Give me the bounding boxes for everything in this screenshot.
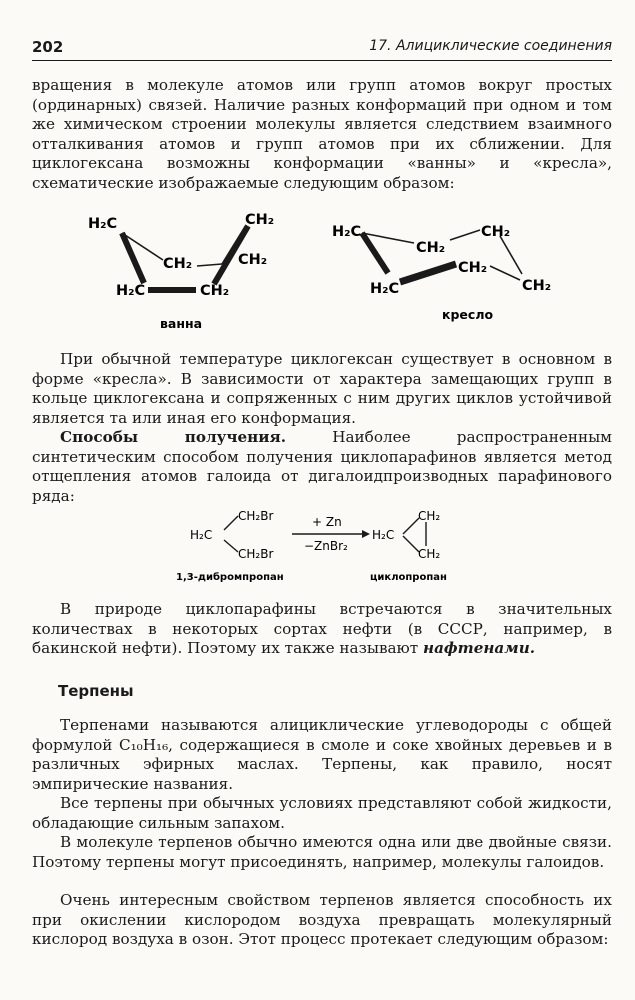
boat-atom: CH₂ [238,252,268,268]
paragraph-terpenes-liquids: Все терпены при обычных условиях представляют собой жидкости, обладающие сильным запахом. [32,794,612,832]
paragraph-chair-form: При обычной температуре циклогексан существует в основном в форме «кресла». В зависимости от характера замещающих групп в кольце циклогексана и сопряженных с ним других циклов устойчивой является та или иная его конформация. [32,350,612,427]
reagent-above: + Zn [312,515,342,529]
chair-atom: H₂C [332,224,362,240]
reactant-atom: CH₂Br [238,509,274,523]
boat-caption: ванна [160,316,203,331]
methods-heading: Способы получения. [60,428,287,446]
naphthenes-text: В природе циклопарафины встречаются в значительных количествах в некоторых сортах нефти (в СССР, например, в бакинской нефти). Поэтому их также называют [32,600,612,658]
reactant-name: 1,3-дибромпропан [176,572,284,583]
reactant-atom: H₂C [190,528,213,542]
chair-atom: CH₂ [416,240,446,256]
boat-atom: CH₂ [245,212,275,228]
chair-caption: кресло [442,307,494,322]
methods-text: Наиболее распространенным синтетическим способом получения циклопарафинов является метод отщепления атомов галоида от дигалоидпроизводных парафинового ряда: [32,428,612,505]
product-atom: CH₂ [418,547,441,561]
boat-atom: H₂C [88,216,118,232]
chair-atom: H₂C [370,281,400,297]
running-title: 17. Алициклические соединения [369,38,612,54]
chair-conformation [332,224,551,322]
paragraph-conformations: вращения в молекуле атомов или групп атомов вокруг простых (ординарных) связей. Наличие разных конформаций при одном и том же химическом строении молекулы является следствием взаимного отталкивания атомов и групп атомов при их сближении. Для циклогексана возможны конформации «ванны» и «кресла», схематические изображаемые следующим образом: [32,76,612,192]
boat-atom: H₂C [116,283,146,299]
section-title-terpenes: Терпены [58,682,134,700]
conformation-figure [0,200,635,340]
page-header [32,38,612,61]
paragraph-terpenes-definition: Терпенами называются алициклические углеводороды с общей формулой C₁₀H₁₆, содержащиеся в смоле и соке хвойных деревьев и в различных эфирных маслах. Терпены, как правило, носят эмпирические названия. [32,716,612,793]
product-atom: H₂C [372,528,395,542]
reactant-atom: CH₂Br [238,547,274,561]
naphthenes-term: нафтенами. [423,639,536,658]
boat-atom: CH₂ [200,283,230,299]
product-atom: CH₂ [418,509,441,523]
boat-atom: CH₂ [163,256,193,272]
paragraph-terpenes-double-bonds: В молекуле терпенов обычно имеются одна или две двойные связи. Поэтому терпены могут присоединять, например, молекулы галоидов. [32,833,612,871]
paragraph-methods [32,428,612,506]
reaction-scheme [0,500,635,590]
chair-atom: CH₂ [458,260,488,276]
boat-conformation [88,212,274,331]
reagent-below: −ZnBr₂ [304,539,348,553]
paragraph-naphthenes [32,600,612,659]
product-name: циклопропан [370,572,447,583]
paragraph-terpenes-ozone: Очень интересным свойством терпенов является способность их при окислении кислородом воздуха превращать молекулярный кислород воздуха в озон. Этот процесс протекает следующим образом: [32,891,612,949]
chair-atom: CH₂ [522,278,552,294]
chair-atom: CH₂ [481,224,511,240]
page-number: 202 [32,38,64,56]
